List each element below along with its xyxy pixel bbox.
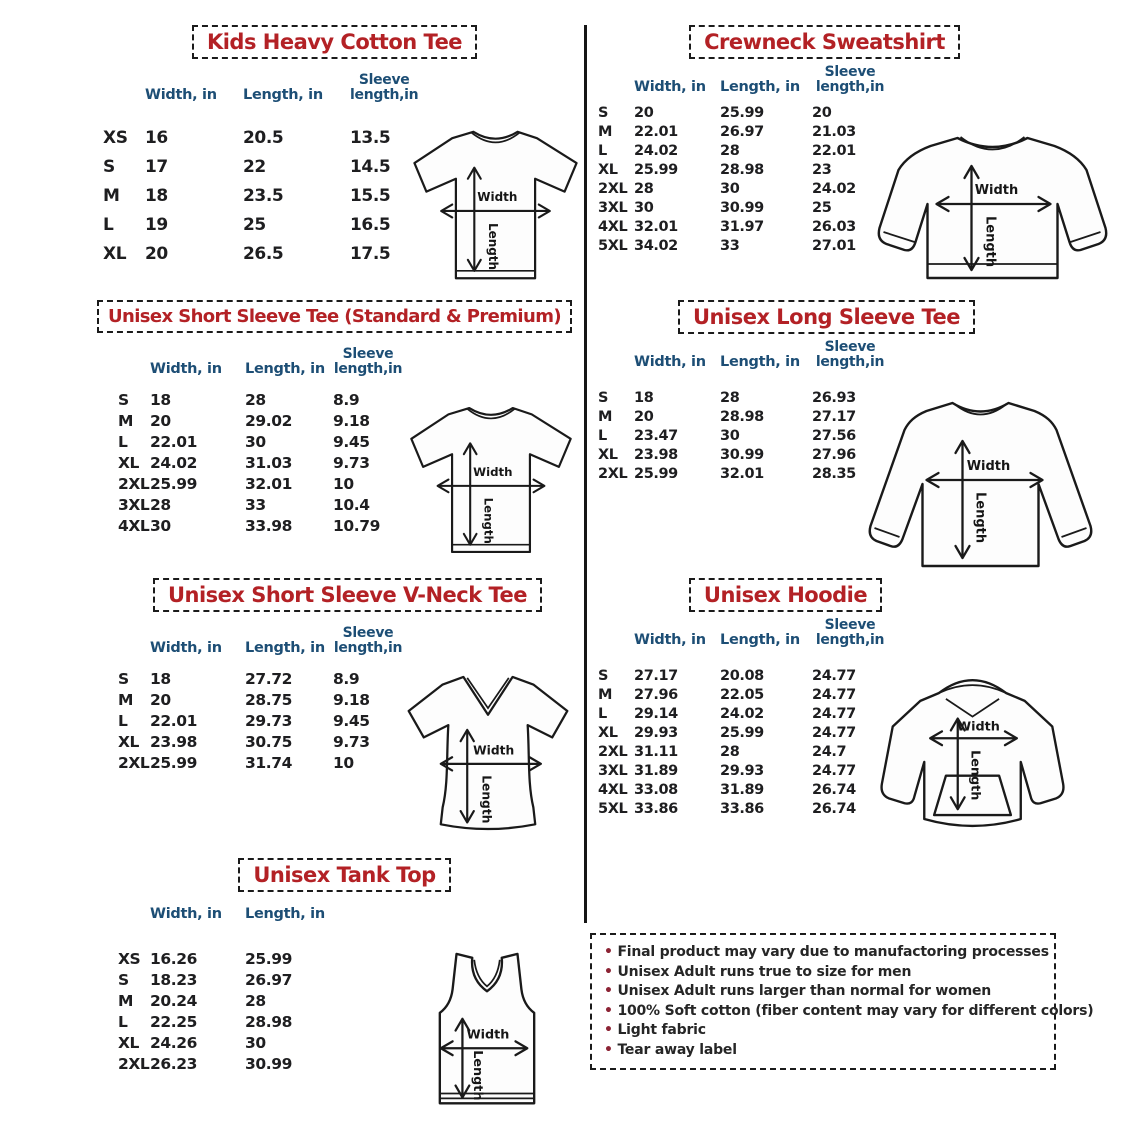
- table-row: [118, 1011, 333, 1032]
- column-header-width: Width, in: [634, 79, 706, 95]
- measurement-value: 17: [145, 156, 168, 177]
- column-header-size: [118, 626, 150, 668]
- column-header-size: [118, 347, 150, 389]
- measurement-value: 28.98: [245, 1012, 293, 1031]
- size-label: M: [598, 123, 613, 140]
- size-label: XL: [118, 453, 140, 472]
- length-label: Length: [470, 1050, 486, 1101]
- measurement-value: 34.02: [634, 237, 678, 254]
- section-title-text: Unisex Short Sleeve Tee (Standard & Premium): [108, 306, 561, 327]
- size-label: L: [118, 711, 128, 730]
- measurement-value: 29.02: [245, 411, 293, 430]
- measurement-value: 22.01: [634, 123, 678, 140]
- measurement-value: 26.03: [812, 218, 856, 235]
- measurement-value: 31.03: [245, 453, 293, 472]
- size-label: S: [598, 104, 609, 121]
- long-sleeve-tee-illustration: [860, 388, 1105, 573]
- measurement-value: 31.89: [634, 762, 678, 779]
- column-divider: [584, 25, 587, 923]
- section-unisex-v-neck-tee: [85, 578, 584, 824]
- section-title: [689, 578, 882, 612]
- measurement-value: 27.96: [812, 446, 856, 463]
- table-row: [118, 431, 403, 452]
- table-row: [118, 948, 333, 969]
- measurement-value: 28: [634, 180, 654, 197]
- table-row: [118, 452, 403, 473]
- measurement-value: 16.26: [150, 949, 198, 968]
- table-row: [598, 780, 888, 799]
- v-neck-tee-illustration: [403, 663, 573, 843]
- size-label: XL: [598, 724, 618, 741]
- measurement-value: 20.08: [720, 667, 764, 684]
- table-row: [598, 236, 888, 255]
- measurement-value: 32.01: [720, 465, 764, 482]
- measurement-value: 22.05: [720, 686, 764, 703]
- size-table: [118, 626, 403, 773]
- measurement-value: 23: [812, 161, 832, 178]
- measurement-value: 24.02: [812, 180, 856, 197]
- table-row: [103, 239, 418, 268]
- measurement-value: 30.99: [245, 1054, 293, 1073]
- width-label: Width: [466, 1027, 510, 1043]
- table-row: [103, 181, 418, 210]
- measurement-value: 25.99: [634, 465, 678, 482]
- section-title: [153, 578, 542, 612]
- measurement-value: 25.99: [720, 724, 764, 741]
- table-row: [118, 494, 403, 515]
- section-title: [192, 25, 477, 59]
- column-header-width: Width, in: [145, 87, 217, 103]
- note-item: • 100% Soft cotton (fiber content may vary for different colors): [604, 1002, 1044, 1022]
- note-item: • Final product may vary due to manufactoring processes: [604, 943, 1044, 963]
- measurement-value: 25.99: [245, 949, 293, 968]
- size-label: 4XL: [598, 218, 628, 235]
- measurement-value: 9.73: [333, 732, 370, 751]
- measurement-value: 24.02: [720, 705, 764, 722]
- measurement-value: 24.02: [150, 453, 198, 472]
- section-title-text: Unisex Hoodie: [703, 583, 868, 607]
- size-label: 2XL: [118, 1054, 150, 1073]
- section-unisex-long-sleeve-tee: [592, 300, 1137, 544]
- column-header-length: Length, in: [243, 87, 323, 103]
- measurement-value: 20: [150, 411, 171, 430]
- measurement-value: 10: [333, 753, 354, 772]
- measurement-value: 23.98: [150, 732, 198, 751]
- width-label: Width: [974, 183, 1019, 198]
- size-table: [598, 618, 888, 818]
- measurement-value: 28: [245, 390, 266, 409]
- measurement-value: 22.01: [812, 142, 856, 159]
- table-row: [118, 990, 333, 1011]
- measurement-value: 26.5: [243, 243, 284, 264]
- column-header-length: Length, in: [245, 361, 325, 377]
- section-title-text: Crewneck Sweatshirt: [704, 30, 945, 54]
- column-header-length: Length, in: [245, 906, 325, 922]
- measurement-value: 9.45: [333, 432, 370, 451]
- size-label: L: [598, 142, 607, 159]
- measurement-value: 20: [145, 243, 168, 264]
- section-title-text: Unisex Short Sleeve V-Neck Tee: [167, 583, 528, 607]
- measurement-value: 28.98: [720, 408, 764, 425]
- size-table: [103, 73, 418, 268]
- measurement-value: 33.86: [720, 800, 764, 817]
- section-unisex-short-sleeve-tee: [85, 300, 584, 544]
- measurement-value: 8.9: [333, 390, 360, 409]
- measurement-value: 29.73: [245, 711, 293, 730]
- table-row: [118, 410, 403, 431]
- size-label: XL: [118, 1033, 140, 1052]
- table-row: [598, 122, 888, 141]
- measurement-value: 26.97: [245, 970, 293, 989]
- table-row: [118, 689, 403, 710]
- size-label: XS: [103, 127, 128, 148]
- column-header-length: Length, in: [720, 354, 800, 370]
- measurement-value: 31.11: [634, 743, 678, 760]
- measurement-value: 30: [245, 432, 266, 451]
- measurement-value: 30: [245, 1033, 266, 1052]
- measurement-value: 27.96: [634, 686, 678, 703]
- size-label: L: [103, 214, 114, 235]
- measurement-value: 22.01: [150, 432, 198, 451]
- size-label: S: [598, 389, 609, 406]
- measurement-value: 24.77: [812, 667, 856, 684]
- table-row: [118, 969, 333, 990]
- column-header-width: Width, in: [150, 361, 222, 377]
- length-label: Length: [982, 216, 998, 268]
- section-title: [689, 25, 960, 59]
- measurement-value: 19: [145, 214, 168, 235]
- measurement-value: 28: [720, 743, 740, 760]
- measurement-value: 20: [812, 104, 832, 121]
- column-header-sleeve: Sleeve length,in: [815, 617, 885, 648]
- measurement-value: 15.5: [350, 185, 391, 206]
- table-row: [598, 426, 888, 445]
- section-title-text: Unisex Long Sleeve Tee: [693, 305, 960, 329]
- measurement-value: 29.14: [634, 705, 678, 722]
- measurement-value: 23.47: [634, 427, 678, 444]
- measurement-value: 27.72: [245, 669, 293, 688]
- column-header-sleeve: Sleeve length,in: [815, 339, 885, 370]
- size-label: XL: [598, 446, 618, 463]
- size-label: M: [598, 686, 613, 703]
- column-header-length: Length, in: [720, 632, 800, 648]
- size-label: 2XL: [598, 743, 628, 760]
- table-row: [598, 723, 888, 742]
- measurement-value: 32.01: [245, 474, 293, 493]
- measurement-value: 18: [634, 389, 654, 406]
- table-row: [103, 152, 418, 181]
- size-table: [118, 906, 333, 1074]
- measurement-value: 25.99: [150, 474, 198, 493]
- measurement-value: 9.73: [333, 453, 370, 472]
- section-title: [97, 300, 572, 333]
- table-row: [118, 515, 403, 536]
- measurement-value: 25: [812, 199, 832, 216]
- measurement-value: 18.23: [150, 970, 198, 989]
- column-header-size: [598, 618, 634, 666]
- measurement-value: 29.93: [634, 724, 678, 741]
- size-label: XL: [103, 243, 127, 264]
- length-label: Length: [967, 750, 983, 801]
- size-table: [598, 340, 888, 483]
- column-header-sleeve: Sleeve length,in: [350, 72, 419, 103]
- size-label: 3XL: [598, 762, 628, 779]
- width-label: Width: [473, 743, 515, 758]
- size-label: S: [118, 669, 129, 688]
- measurement-value: 10.4: [333, 495, 370, 514]
- table-row: [598, 407, 888, 426]
- measurement-value: 13.5: [350, 127, 391, 148]
- size-label: S: [118, 970, 129, 989]
- width-label: Width: [477, 189, 518, 204]
- table-row: [118, 1032, 333, 1053]
- table-row: [598, 445, 888, 464]
- measurement-value: 9.18: [333, 411, 370, 430]
- section-title: [238, 858, 450, 892]
- measurement-value: 21.03: [812, 123, 856, 140]
- measurement-value: 20: [634, 104, 654, 121]
- measurement-value: 26.74: [812, 781, 856, 798]
- measurement-value: 30.99: [720, 199, 764, 216]
- table-row: [103, 210, 418, 239]
- column-header-sleeve: Sleeve length,in: [815, 64, 885, 95]
- size-table: [598, 65, 888, 255]
- size-label: L: [598, 427, 607, 444]
- size-table: [118, 347, 403, 536]
- measurement-value: 30: [720, 427, 740, 444]
- measurement-value: 28.75: [245, 690, 293, 709]
- table-row: [118, 710, 403, 731]
- size-label: XL: [598, 161, 618, 178]
- measurement-value: 9.45: [333, 711, 370, 730]
- length-label: Length: [481, 497, 496, 544]
- size-label: 2XL: [118, 474, 150, 493]
- measurement-value: 28: [720, 389, 740, 406]
- measurement-value: 20: [150, 690, 171, 709]
- measurement-value: 24.26: [150, 1033, 198, 1052]
- size-label: M: [103, 185, 120, 206]
- measurement-value: 8.9: [333, 669, 360, 688]
- note-item: • Tear away label: [604, 1041, 1044, 1061]
- size-label: 3XL: [598, 199, 628, 216]
- measurement-value: 27.17: [812, 408, 856, 425]
- table-row: [598, 799, 888, 818]
- table-row: [598, 160, 888, 179]
- measurement-value: 28: [150, 495, 171, 514]
- measurement-value: 25: [243, 214, 266, 235]
- measurement-value: 23.98: [634, 446, 678, 463]
- column-header-length: Length, in: [720, 79, 800, 95]
- measurement-value: 25.99: [150, 753, 198, 772]
- tee-illustration: [405, 395, 577, 565]
- measurement-value: 26.23: [150, 1054, 198, 1073]
- column-header-length: Length, in: [245, 640, 325, 656]
- note-item: • Light fabric: [604, 1021, 1044, 1041]
- measurement-value: 24.77: [812, 705, 856, 722]
- column-header-size: [598, 340, 634, 388]
- hoodie-illustration: [877, 658, 1069, 853]
- table-row: [118, 668, 403, 689]
- measurement-value: 25.99: [720, 104, 764, 121]
- measurement-value: 28.35: [812, 465, 856, 482]
- measurement-value: 26.97: [720, 123, 764, 140]
- table-row: [598, 198, 888, 217]
- size-label: M: [118, 690, 134, 709]
- measurement-value: 22: [243, 156, 266, 177]
- measurement-value: 33.98: [245, 516, 293, 535]
- size-label: M: [598, 408, 613, 425]
- measurement-value: 33.86: [634, 800, 678, 817]
- size-label: 5XL: [598, 800, 628, 817]
- measurement-value: 24.7: [812, 743, 847, 760]
- table-row: [598, 179, 888, 198]
- section-title-text: Unisex Tank Top: [253, 863, 436, 887]
- measurement-value: 25.99: [634, 161, 678, 178]
- size-label: S: [118, 390, 129, 409]
- measurement-value: 30: [634, 199, 654, 216]
- measurement-value: 23.5: [243, 185, 284, 206]
- measurement-value: 10.79: [333, 516, 381, 535]
- table-row: [598, 685, 888, 704]
- size-label: L: [118, 432, 128, 451]
- measurement-value: 31.74: [245, 753, 293, 772]
- column-header-width: Width, in: [634, 632, 706, 648]
- width-label: Width: [966, 459, 1011, 474]
- table-row: [598, 464, 888, 483]
- tee-illustration: [408, 115, 583, 295]
- measurement-value: 20.5: [243, 127, 284, 148]
- measurement-value: 26.74: [812, 800, 856, 817]
- measurement-value: 24.77: [812, 724, 856, 741]
- measurement-value: 33: [245, 495, 266, 514]
- table-row: [118, 473, 403, 494]
- measurement-value: 29.93: [720, 762, 764, 779]
- tank-top-illustration: [423, 948, 551, 1120]
- length-label: Length: [486, 222, 501, 271]
- column-header-sleeve: Sleeve length,in: [333, 625, 403, 656]
- notes-box: [590, 933, 1094, 1070]
- section-unisex-tank-top: [85, 858, 584, 1101]
- size-label: XS: [118, 949, 141, 968]
- column-header-size: [118, 906, 150, 948]
- section-unisex-hoodie: [592, 578, 1137, 818]
- table-row: [118, 731, 403, 752]
- sweatshirt-illustration: [872, 120, 1112, 292]
- table-row: [118, 389, 403, 410]
- measurement-value: 33.08: [634, 781, 678, 798]
- measurement-value: 17.5: [350, 243, 391, 264]
- column-header-size: [103, 73, 145, 123]
- size-label: M: [118, 411, 134, 430]
- measurement-value: 30: [720, 180, 740, 197]
- measurement-value: 27.56: [812, 427, 856, 444]
- measurement-value: 18: [150, 669, 171, 688]
- width-label: Width: [473, 464, 513, 479]
- measurement-value: 24.02: [634, 142, 678, 159]
- measurement-value: 31.89: [720, 781, 764, 798]
- measurement-value: 10: [333, 474, 354, 493]
- measurement-value: 22.01: [150, 711, 198, 730]
- length-label: Length: [479, 775, 494, 824]
- measurement-value: 31.97: [720, 218, 764, 235]
- measurement-value: 30: [150, 516, 171, 535]
- table-row: [598, 761, 888, 780]
- size-label: 5XL: [598, 237, 628, 254]
- measurement-value: 18: [145, 185, 168, 206]
- measurement-value: 28: [720, 142, 740, 159]
- column-header-sleeve: Sleeve length,in: [333, 346, 403, 377]
- notes-list: [604, 943, 1094, 1060]
- column-header-width: Width, in: [150, 640, 222, 656]
- measurement-value: 22.25: [150, 1012, 198, 1031]
- measurement-value: 20: [634, 408, 654, 425]
- measurement-value: 9.18: [333, 690, 370, 709]
- table-row: [118, 752, 403, 773]
- note-item: • Unisex Adult runs true to size for men: [604, 963, 1044, 983]
- note-item: • Unisex Adult runs larger than normal for women: [604, 982, 1044, 1002]
- column-header-width: Width, in: [634, 354, 706, 370]
- measurement-value: 14.5: [350, 156, 391, 177]
- measurement-value: 24.77: [812, 686, 856, 703]
- size-label: M: [118, 991, 134, 1010]
- size-label: 2XL: [598, 465, 628, 482]
- table-row: [598, 141, 888, 160]
- measurement-value: 24.77: [812, 762, 856, 779]
- table-row: [118, 1053, 333, 1074]
- length-label: Length: [972, 492, 988, 544]
- table-row: [598, 388, 888, 407]
- table-row: [103, 123, 418, 152]
- size-label: 4XL: [598, 781, 628, 798]
- size-label: 3XL: [118, 495, 150, 514]
- table-row: [598, 666, 888, 685]
- table-row: [598, 704, 888, 723]
- column-header-width: Width, in: [150, 906, 222, 922]
- size-label: 4XL: [118, 516, 150, 535]
- measurement-value: 30.99: [720, 446, 764, 463]
- measurement-value: 28: [245, 991, 266, 1010]
- measurement-value: 26.93: [812, 389, 856, 406]
- measurement-value: 16.5: [350, 214, 391, 235]
- section-crewneck-sweatshirt: [592, 25, 1137, 268]
- size-label: S: [103, 156, 115, 177]
- size-label: 2XL: [118, 753, 150, 772]
- measurement-value: 30.75: [245, 732, 293, 751]
- section-title: [678, 300, 975, 334]
- size-label: L: [118, 1012, 128, 1031]
- column-header-size: [598, 65, 634, 103]
- width-label: Width: [956, 719, 1000, 735]
- measurement-value: 16: [145, 127, 168, 148]
- table-row: [598, 103, 888, 122]
- table-row: [598, 742, 888, 761]
- measurement-value: 28.98: [720, 161, 764, 178]
- table-row: [598, 217, 888, 236]
- measurement-value: 18: [150, 390, 171, 409]
- measurement-value: 27.17: [634, 667, 678, 684]
- measurement-value: 32.01: [634, 218, 678, 235]
- measurement-value: 20.24: [150, 991, 198, 1010]
- size-label: XL: [118, 732, 140, 751]
- size-label: L: [598, 705, 607, 722]
- section-title-text: Kids Heavy Cotton Tee: [206, 30, 463, 54]
- measurement-value: 33: [720, 237, 740, 254]
- section-kids-heavy-cotton-tee: [85, 25, 584, 271]
- size-label: 2XL: [598, 180, 628, 197]
- size-label: S: [598, 667, 609, 684]
- measurement-value: 27.01: [812, 237, 856, 254]
